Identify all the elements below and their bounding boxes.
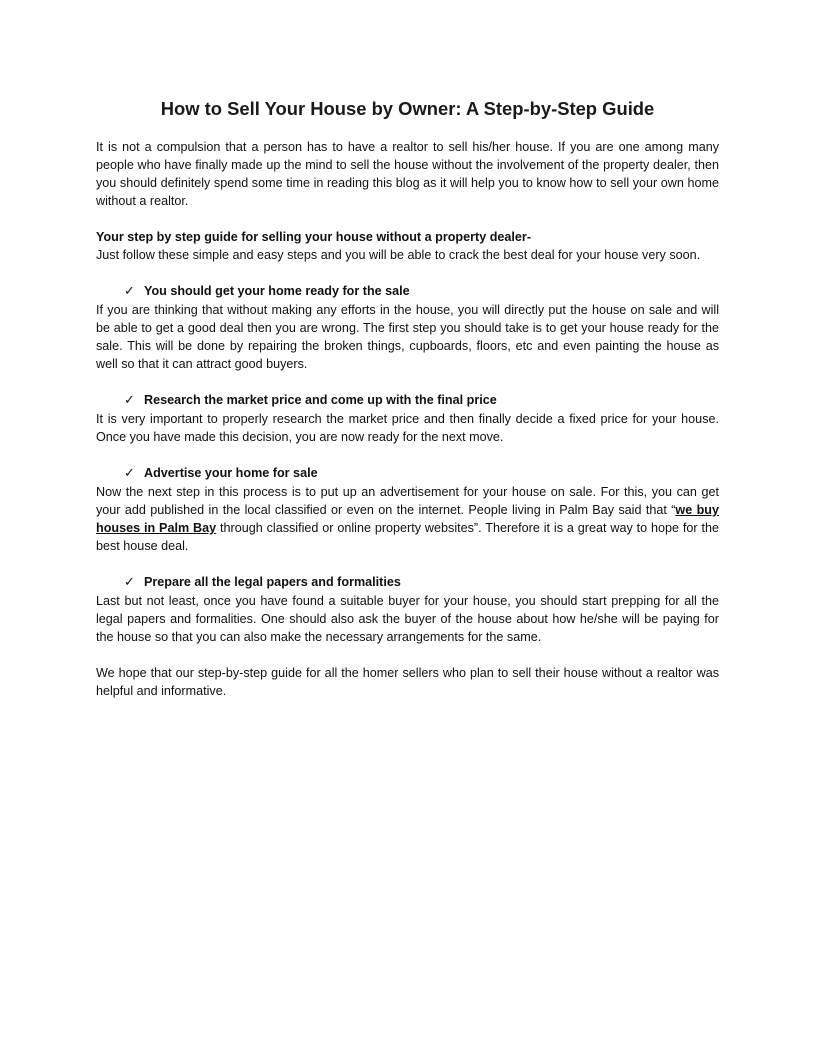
checkmark-icon: ✓ bbox=[124, 466, 135, 481]
palm-bay-link[interactable]: we buy houses in Palm Bay bbox=[96, 503, 719, 535]
guide-lead-paragraph: Just follow these simple and easy steps and you will be able to crack the best deal for your house very soon. bbox=[96, 248, 701, 262]
guide-heading: Your step by step guide for selling your house without a property dealer- bbox=[96, 230, 532, 244]
step-body: Last but not least, once you have found a suitable buyer for your house, you should start prepping for all the legal papers and formalities. One should also ask the buyer of the house about how he/she will be paying for the house so that you can also make the necessary arrangements for the same. bbox=[96, 594, 719, 644]
step-heading-text: You should get your home ready for the sale bbox=[144, 284, 410, 298]
checkmark-icon: ✓ bbox=[124, 393, 135, 408]
step-body-text: Now the next step in this process is to put up an advertisement for your house on sale. For this, you can get your add published in the local classified or even on the internet. People living in Palm Bay said that “ bbox=[96, 485, 719, 517]
step-heading bbox=[96, 282, 719, 301]
step-heading bbox=[96, 464, 719, 483]
step-body: It is very important to properly research the market price and then finally decide a fixed price for your house. Once you have made this decision, you are now ready for the next move. bbox=[96, 412, 719, 444]
spacer bbox=[96, 646, 719, 664]
step-body-text: through classified or online property websites”. Therefore it is a great way to hope for the best house deal. bbox=[96, 521, 719, 553]
intro-paragraph: It is not a compulsion that a person has to have a realtor to sell his/her house. If you are one among many people who have finally made up the mind to sell the house without the involvement of the property dealer, then you should definitely spend some time in reading this blog as it will help you to know how to sell your own home without a realtor. bbox=[96, 140, 719, 208]
document-page bbox=[96, 96, 719, 700]
step-heading-text: Prepare all the legal papers and formalities bbox=[144, 575, 401, 589]
spacer bbox=[96, 210, 719, 228]
checkmark-icon: ✓ bbox=[124, 575, 135, 590]
step-heading-text: Research the market price and come up with the final price bbox=[144, 393, 497, 407]
step-body: If you are thinking that without making any efforts in the house, you will directly put the house on sale and will be able to get a good deal then you are wrong. The first step you should take is to get your house ready for the sale. This will be done by repairing the broken things, cupboards, floors, etc and even painting the house as well so that it can attract good buyers. bbox=[96, 303, 719, 371]
step-body bbox=[96, 483, 719, 555]
page-title: How to Sell Your House by Owner: A Step-by-Step Guide bbox=[160, 98, 655, 119]
step-heading bbox=[96, 573, 719, 592]
step-heading-text: Advertise your home for sale bbox=[144, 466, 318, 480]
step-heading bbox=[96, 391, 719, 410]
spacer bbox=[96, 373, 719, 391]
spacer bbox=[96, 555, 719, 573]
spacer bbox=[96, 446, 719, 464]
closing-paragraph: We hope that our step-by-step guide for all the homer sellers who plan to sell their house without a realtor was helpful and informative. bbox=[96, 666, 719, 698]
checkmark-icon: ✓ bbox=[124, 284, 135, 299]
spacer bbox=[96, 264, 719, 282]
